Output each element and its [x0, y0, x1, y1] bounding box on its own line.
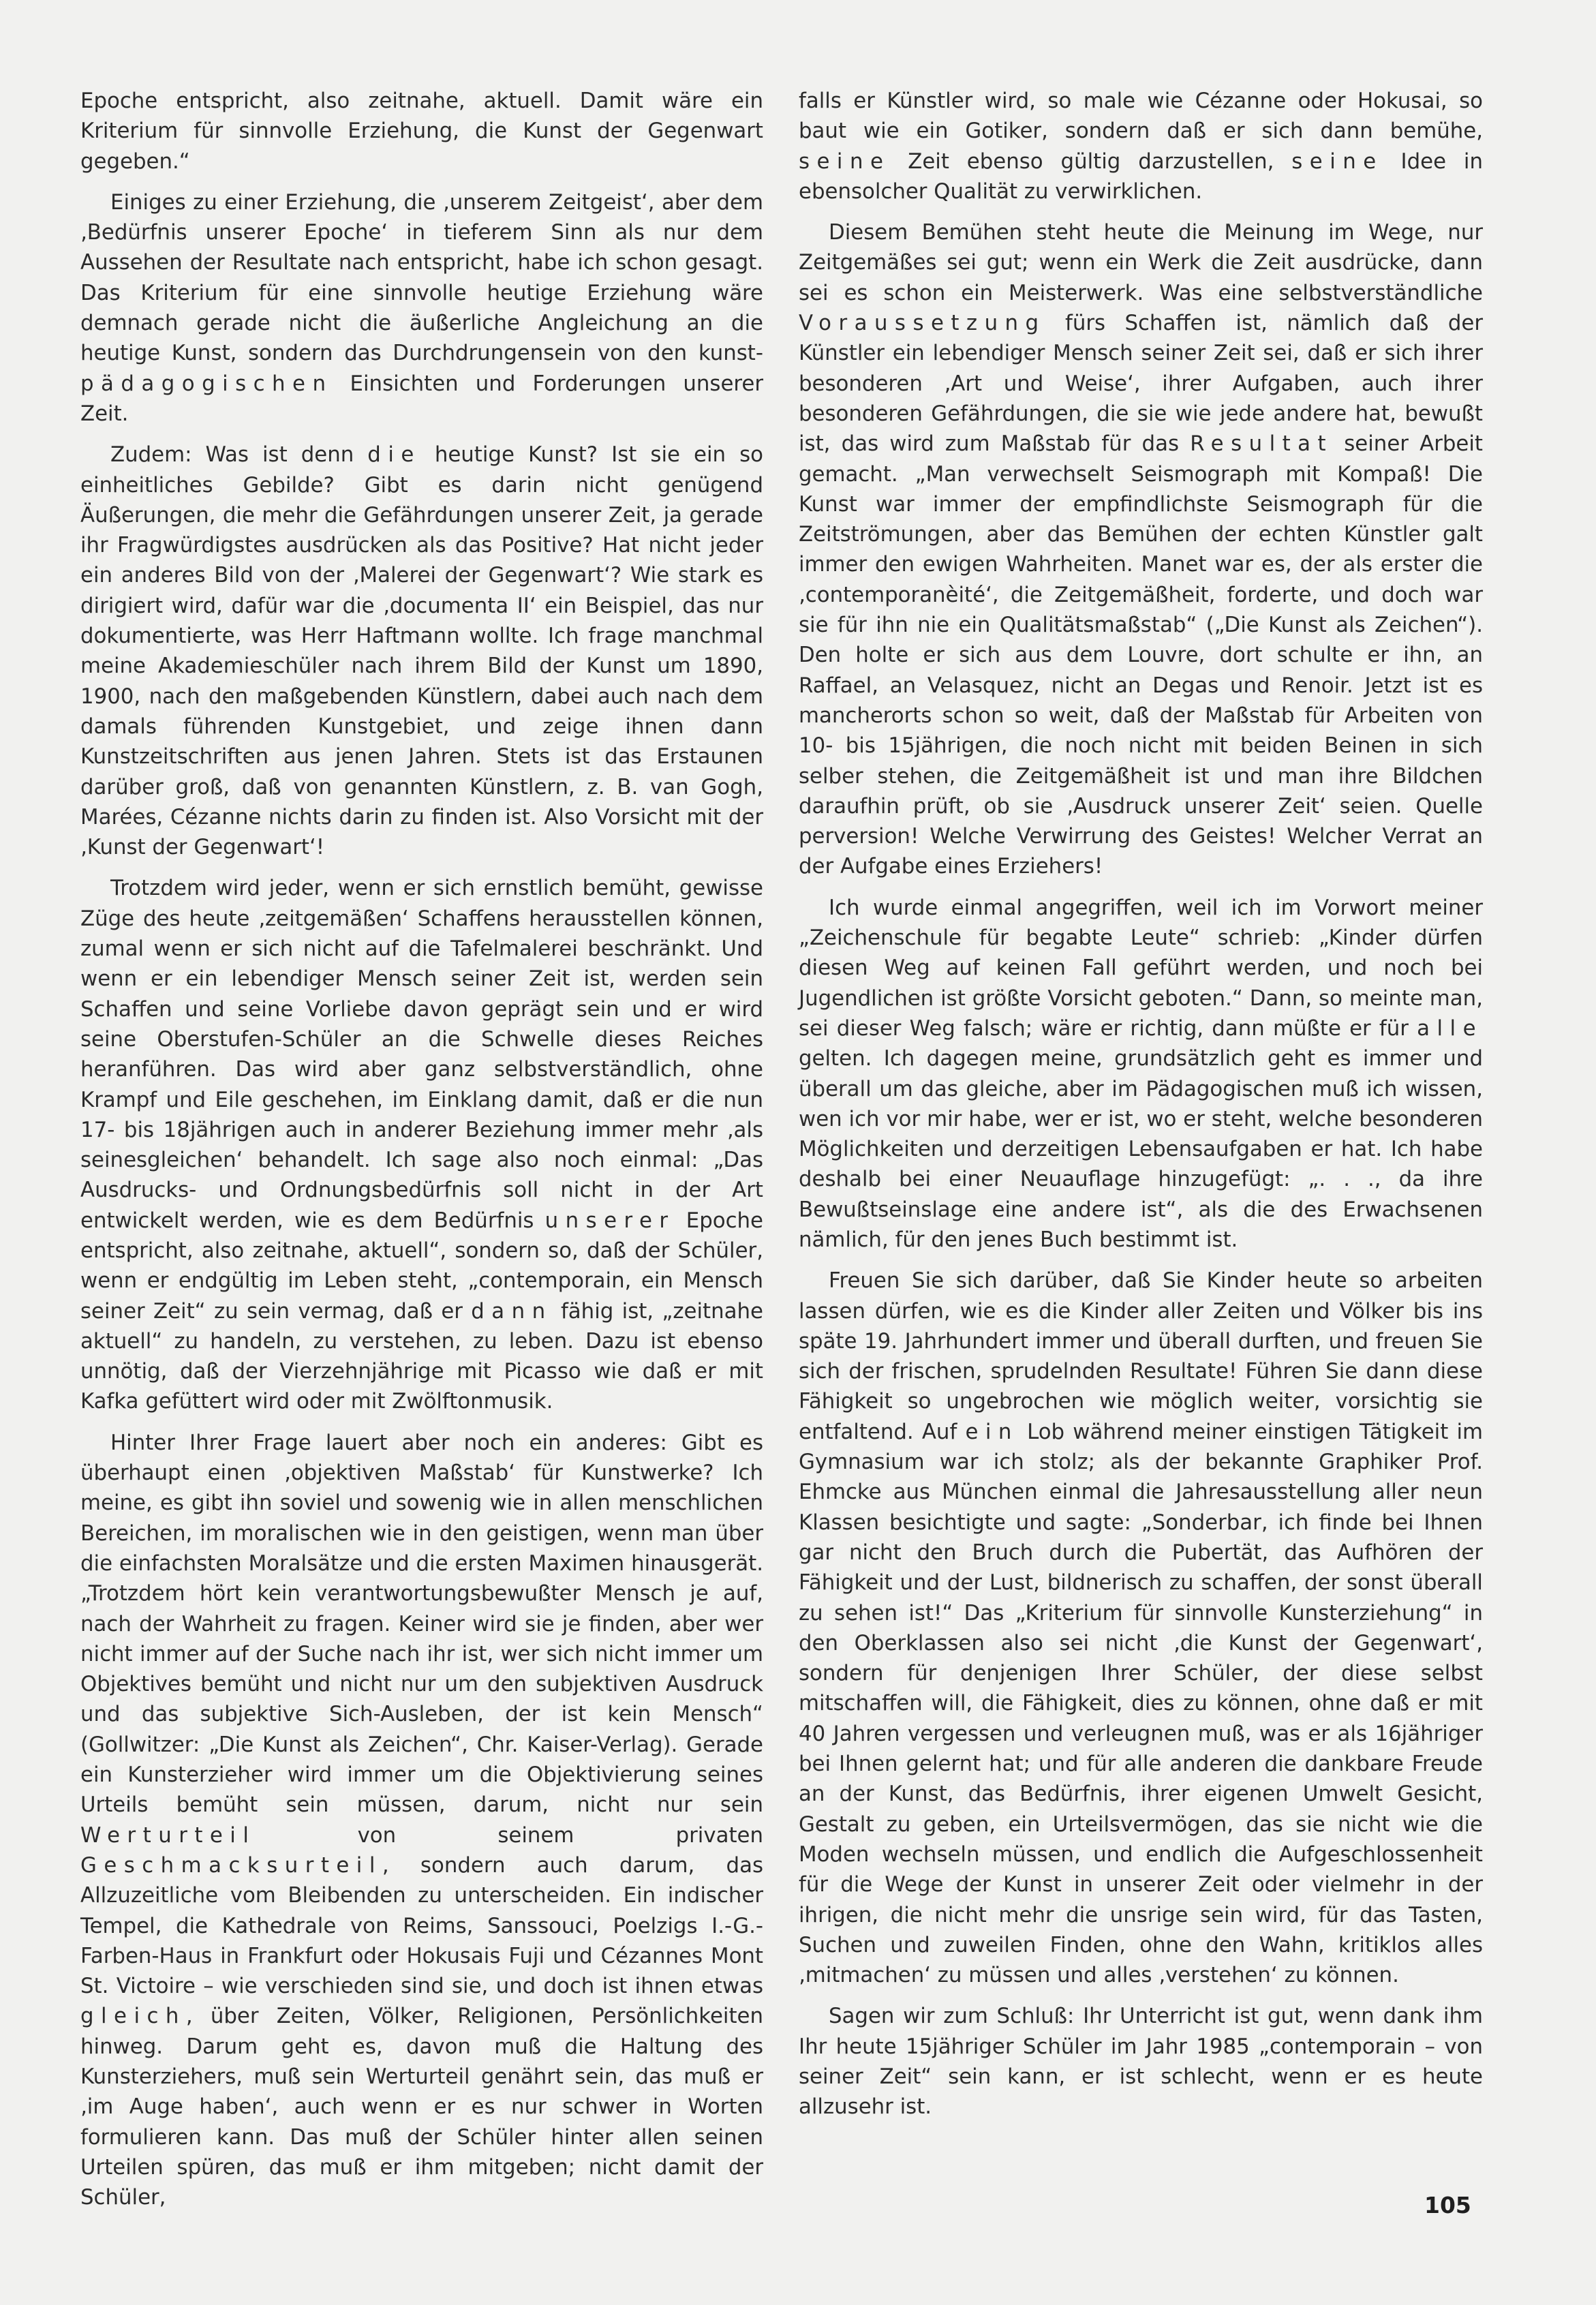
paragraph: Ich wurde einmal angegriffen, weil ich im Vorwort meiner „Zeichenschule für begabte Leute“ schrieb: „Kinder dürfen diesen Weg auf keinen Fall geführt werden, und noch bei Jugendlichen ist größte Vorsicht geboten.“ Dann, so meinte man, sei dieser Weg falsch; wäre er richtig, dann müßte er für alle gelten. Ich dagegen meine, grundsätzlich geht es immer und überall um das gleiche, aber im Pädagogischen muß ich wissen, wen ich vor mir habe, wer er ist, wo er steht, welche besonderen Möglichkeiten und derzeitigen Lebensaufgaben er hat. Ich habe deshalb bei einer Neuauflage hinzugefügt: „. . ., da ihre Bewußtseinslage eine andere ist“, als die des Erwachsenen nämlich, für den jenes Buch bestimmt ist.	[799, 895, 1483, 1252]
spaced-emphasis: die	[367, 442, 421, 468]
spaced-emphasis: pädagogischen	[80, 371, 333, 396]
spaced-emphasis: Werturteil	[80, 1822, 256, 1848]
spaced-emphasis: seine	[799, 149, 891, 174]
spaced-emphasis: alle	[1417, 1016, 1483, 1041]
paragraph: falls er Künstler wird, so male wie Cézanne oder Hokusai, so baut wie ein Gotiker, sondern daß er sich dann bemühe, seine Zeit ebenso gültig darzustellen, seine Idee in ebensolcher Qualität zu verwirklichen.	[799, 89, 1484, 204]
spaced-emphasis: unserer	[544, 1208, 675, 1233]
spaced-emphasis: gleich	[80, 2004, 186, 2029]
spaced-emphasis: Resultat	[1190, 431, 1334, 457]
spaced-emphasis: ein	[965, 1419, 1019, 1444]
spaced-emphasis: seine	[1291, 149, 1383, 174]
spaced-emphasis: Voraussetzung	[799, 311, 1046, 336]
right-column	[799, 86, 1483, 2133]
paragraph: Hinter Ihrer Frage lauert aber noch ein anderes: Gibt es überhaupt einen ‚objektiven Maßstab‘ für Kunstwerke? Ich meine, es gibt ihn soviel und sowenig wie in allen menschlichen Bereichen, im moralischen wie in den geistigen, wenn man über die einfachsten Moralsätze und die ersten Maximen hinausgerät. „Trotzdem hört kein verantwortungsbewußter Mensch je auf, nach der Wahrheit zu fragen. Keiner wird sie je finden, aber wer nicht immer auf der Suche nach ihr ist, wer sich nicht immer um Objektives bemüht und nicht nur um den subjektiven Ausdruck und das subjektive Sich-Ausleben, der ist kein Mensch“ (Gollwitzer: „Die Kunst als Zeichen“, Chr. Kaiser-Verlag). Gerade ein Kunsterzieher wird immer um die Objektivierung seines Urteils bemüht sein müssen, darum, nicht nur sein Werturteil von seinem privaten Geschmacksurteil, sondern auch darum, das Allzuzeitliche vom Bleibenden zu unterscheiden. Ein indischer Tempel, die Kathedrale von Reims, Sanssouci, Poelzigs I.-G.-Farben-Haus in Frankfurt oder Hokusais Fuji und Cézannes Mont St. Victoire – wie verschieden sind sie, und doch ist ihnen etwas gleich, über Zeiten, Völker, Religionen, Persönlichkeiten hinweg. Darum geht es, davon muß die Haltung des Kunsterziehers, muß sein Werturteil genährt sein, das muß er ‚im Auge haben‘, auch wenn er es nur schwer in Worten formulieren kann. Das muß der Schüler hinter allen seinen Urteilen spüren, das muß er ihm mitgeben; nicht damit der Schüler,	[80, 1430, 763, 2210]
paragraph: Diesem Bemühen steht heute die Meinung im Wege, nur Zeitgemäßes sei gut; wenn ein Werk die Zeit ausdrücke, dann sei es schon ein Meisterwerk. Was eine selbstverständliche Voraussetzung fürs Schaffen ist, nämlich daß der Künstler ein lebendiger Mensch seiner Zeit sei, daß er sich ihrer besonderen ‚Art und Weise‘, ihrer Aufgaben, auch ihrer besonderen Gefährdungen, die sie wie jede andere hat, bewußt ist, das wird zum Maßstab für das Resultat seiner Arbeit gemacht. „Man verwechselt Seismograph mit Kompaß! Die Kunst war immer der empfindlichste Seismograph für die Zeitströmungen, aber das Bemühen der echten Künstler galt immer den ewigen Wahrheiten. Manet war es, der als erster die ‚contemporanèité‘, die Zeitgemäßheit, forderte, und doch war sie für ihn nie ein Qualitätsmaßstab“ („Die Kunst als Zeichen“). Den holte er sich aus dem Louvre, dort schulte er ihn, an Raffael, an Velasquez, nicht an Degas und Renoir. Jetzt ist es mancherorts schon so weit, daß der Maßstab für Arbeiten von 10- bis 15jährigen, die noch nicht mit beiden Beinen in sich selber stehen, die Zeitgemäßheit ist und man ihre Bildchen daraufhin prüft, ob sie ‚Ausdruck unserer Zeit‘ seien. Quelle perversion! Welche Verwirrung des Geistes! Welcher Verrat an der Aufgabe eines Erziehers!	[799, 220, 1483, 879]
paragraph: Zudem: Was ist denn die heutige Kunst? Ist sie ein so einheitliches Gebilde? Gibt es darin nicht genügend Äußerungen, die mehr die Gefährdungen unserer Zeit, ja gerade ihr Fragwürdigstes ausdrücken als das Positive? Hat nicht jeder ein anderes Bild von der ‚Malerei der Gegenwart‘? Wie stark es dirigiert wird, dafür war die ‚documenta II‘ ein Beispiel, das nur dokumentierte, was Herr Haftmann wollte. Ich frage manchmal meine Akademieschüler nach ihrem Bild der Kunst um 1890, 1900, nach den maßgebenden Künstlern, dabei auch nach dem damals führenden Kunstgebiet, und zeige ihnen dann Kunstzeitschriften aus jenen Jahren. Stets ist das Erstaunen darüber groß, daß von genannten Künstlern, z. B. van Gogh, Marées, Cézanne nichts darin zu finden ist. Also Vorsicht mit der ‚Kunst der Gegenwart‘!	[80, 442, 763, 860]
page-number: 105	[1424, 2192, 1471, 2218]
paragraph: Epoche entspricht, also zeitnahe, aktuell. Damit wäre ein Kriterium für sinnvolle Erziehung, die Kunst der Gegenwart gegeben.“	[80, 89, 763, 174]
paragraph: Trotzdem wird jeder, wenn er sich ernstlich bemüht, gewisse Züge des heute ‚zeitgemäßen‘ Schaffens herausstellen können, zumal wenn er sich nicht auf die Tafelmalerei beschränkt. Und wenn er ein lebendiger Mensch seiner Zeit ist, werden sein Schaffen und seine Vorliebe davon geprägt sein und er wird seine Oberstufen-Schüler an die Schwelle dieses Reiches heranführen. Das wird aber ganz selbstverständlich, ohne Krampf und Eile geschehen, im Einklang damit, daß er die nun 17- bis 18jährigen auch in anderer Beziehung immer mehr ‚als seinesgleichen‘ behandelt. Ich sage also noch einmal: „Das Ausdrucks- und Ordnungsbedürfnis soll nicht in der Art entwickelt werden, wie es dem Bedürfnis unserer Epoche entspricht, also zeitnahe, aktuell“, sondern so, daß der Schüler, wenn er endgültig im Leben steht, „contemporain, ein Mensch seiner Zeit“ zu sein vermag, daß er dann fähig ist, „zeitnahe aktuell“ zu handeln, zu verstehen, zu leben. Dazu ist ebenso unnötig, daß der Vierzehnjährige mit Picasso wie daß er mit Kafka gefüttert wird oder mit Zwölftonmusik.	[80, 876, 763, 1414]
left-column	[80, 86, 763, 2223]
spaced-emphasis: Geschmacksurteil	[80, 1852, 382, 1878]
paragraph: Freuen Sie sich darüber, daß Sie Kinder heute so arbeiten lassen dürfen, wie es die Kinder aller Zeiten und Völker bis ins späte 19. Jahrhundert immer und überall durften, und freuen Sie sich der frischen, sprudelnden Resultate! Führen Sie dann diese Fähigkeit so ungebrochen wie möglich weiter, vorsichtig sie entfaltend. Auf ein Lob während meiner einstigen Tätigkeit im Gymnasium war ich stolz; als der bekannte Graphiker Prof. Ehmcke aus München einmal die Jahresausstellung aller neun Klassen besichtigte und sagte: „Sonderbar, ich finde bei Ihnen gar nicht den Bruch durch die Pubertät, das Aufhören der Fähigkeit und der Lust, bildnerisch zu schaffen, der sonst überall zu sehen ist!“ Das „Kriterium für sinnvolle Kunsterziehung“ in den Oberklassen also sei nicht ‚die Kunst der Gegenwart‘, sondern für denjenigen Ihrer Schüler, der diese selbst mitschaffen will, die Fähigkeit, dies zu können, ohne daß er mit 40 Jahren vergessen und verleugnen muß, was er als 16jähriger bei Ihnen gelernt hat; und für alle anderen die dankbare Freude an der Kunst, das Bedürfnis, ihrer eigenen Umwelt Gesicht, Gestalt zu geben, ein Urteilsvermögen, das sie nicht wie die Moden wechseln müssen, und endlich die Aufgeschlossenheit für die Wege der Kunst in unserer Zeit oder vielmehr in der ihrigen, die nicht mehr die unsrige sein wird, für das Tasten, Suchen und zuweilen Finden, ohne den Wahn, kritiklos alles ‚mitmachen‘ zu müssen und alles ‚verstehen‘ zu können.	[799, 1268, 1484, 1988]
paragraph: Sagen wir zum Schluß: Ihr Unterricht ist gut, wenn dank ihm Ihr heute 15jähriger Schüler im Jahr 1985 „contemporain – von seiner Zeit“ sein kann, er ist schlecht, wenn er es heute allzusehr ist.	[799, 2004, 1483, 2120]
spaced-emphasis: dann	[471, 1298, 553, 1324]
paragraph: Einiges zu einer Erziehung, die ‚unserem Zeitgeist‘, aber dem ‚Bedürfnis unserer Epoche‘ in tieferem Sinn als nur dem Aussehen der Resultate nach entspricht, habe ich schon gesagt. Das Kriterium für eine sinnvolle heutige Erziehung wäre demnach gerade nicht die äußerliche Angleichung an die heutige Kunst, sondern das Durchdrungensein von den kunst-pädagogischen Einsichten und Forderungen unserer Zeit.	[80, 189, 763, 426]
